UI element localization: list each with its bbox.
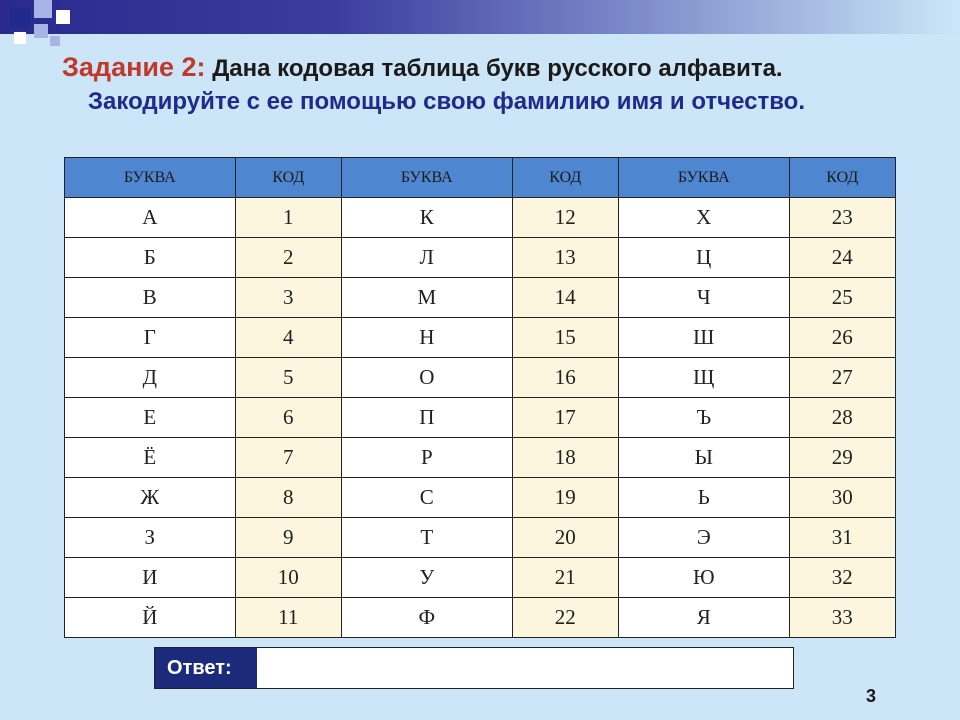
letter-cell: Н — [341, 318, 512, 358]
letter-cell: У — [341, 558, 512, 598]
code-cell: 7 — [235, 438, 341, 478]
letter-cell: П — [341, 398, 512, 438]
letter-cell: Щ — [618, 358, 789, 398]
table-row — [65, 318, 896, 358]
code-cell: 14 — [512, 278, 618, 318]
code-cell: 21 — [512, 558, 618, 598]
table-row — [65, 358, 896, 398]
code-cell: 22 — [512, 598, 618, 638]
letter-cell: Ь — [618, 478, 789, 518]
letter-cell: Д — [65, 358, 236, 398]
code-cell: 28 — [789, 398, 895, 438]
code-cell: 30 — [789, 478, 895, 518]
letter-cell: Я — [618, 598, 789, 638]
code-table — [64, 157, 896, 638]
letter-cell: Ю — [618, 558, 789, 598]
column-header: БУКВА — [341, 158, 512, 198]
column-header: КОД — [235, 158, 341, 198]
letter-cell: Г — [65, 318, 236, 358]
task-instruction: Закодируйте с ее помощью свою фамилию имя и отчество. — [88, 88, 805, 115]
code-cell: 13 — [512, 238, 618, 278]
column-header: КОД — [789, 158, 895, 198]
code-cell: 19 — [512, 478, 618, 518]
table-header-row — [65, 158, 896, 198]
code-cell: 32 — [789, 558, 895, 598]
code-cell: 27 — [789, 358, 895, 398]
task-title — [62, 52, 783, 83]
answer-label: Ответ: — [155, 648, 257, 688]
code-cell: 9 — [235, 518, 341, 558]
code-cell: 33 — [789, 598, 895, 638]
code-cell: 31 — [789, 518, 895, 558]
letter-cell: Б — [65, 238, 236, 278]
letter-cell: Й — [65, 598, 236, 638]
letter-cell: С — [341, 478, 512, 518]
code-cell: 1 — [235, 198, 341, 238]
code-cell: 20 — [512, 518, 618, 558]
table-row — [65, 198, 896, 238]
code-cell: 25 — [789, 278, 895, 318]
code-cell: 8 — [235, 478, 341, 518]
code-cell: 3 — [235, 278, 341, 318]
code-cell: 4 — [235, 318, 341, 358]
letter-cell: Ы — [618, 438, 789, 478]
letter-cell: Ж — [65, 478, 236, 518]
letter-cell: М — [341, 278, 512, 318]
code-cell: 23 — [789, 198, 895, 238]
letter-cell: Ё — [65, 438, 236, 478]
table-row — [65, 598, 896, 638]
column-header: КОД — [512, 158, 618, 198]
task-number: Задание 2: — [62, 52, 206, 82]
answer-field[interactable] — [257, 648, 793, 688]
column-header: БУКВА — [65, 158, 236, 198]
letter-cell: Х — [618, 198, 789, 238]
letter-cell: А — [65, 198, 236, 238]
letter-cell: Ш — [618, 318, 789, 358]
code-cell: 16 — [512, 358, 618, 398]
letter-cell: Ч — [618, 278, 789, 318]
task-description: Дана кодовая таблица букв русского алфавита. — [212, 55, 783, 82]
code-cell: 17 — [512, 398, 618, 438]
letter-cell: И — [65, 558, 236, 598]
table-row — [65, 518, 896, 558]
code-cell: 24 — [789, 238, 895, 278]
column-header: БУКВА — [618, 158, 789, 198]
letter-cell: Ф — [341, 598, 512, 638]
code-cell: 15 — [512, 318, 618, 358]
letter-cell: Э — [618, 518, 789, 558]
letter-cell: К — [341, 198, 512, 238]
letter-cell: Т — [341, 518, 512, 558]
code-cell: 29 — [789, 438, 895, 478]
letter-cell: Л — [341, 238, 512, 278]
letter-cell: В — [65, 278, 236, 318]
code-cell: 10 — [235, 558, 341, 598]
table-body — [65, 198, 896, 638]
letter-cell: Е — [65, 398, 236, 438]
code-cell: 12 — [512, 198, 618, 238]
code-cell: 26 — [789, 318, 895, 358]
letter-cell: З — [65, 518, 236, 558]
page-number: 3 — [866, 686, 877, 706]
letter-cell: Р — [341, 438, 512, 478]
table-row — [65, 558, 896, 598]
table-row — [65, 398, 896, 438]
answer-box — [154, 647, 794, 689]
code-cell: 5 — [235, 358, 341, 398]
code-cell: 11 — [235, 598, 341, 638]
table-row — [65, 238, 896, 278]
table-row — [65, 478, 896, 518]
code-cell: 2 — [235, 238, 341, 278]
code-cell: 6 — [235, 398, 341, 438]
header-band — [0, 0, 960, 34]
table-row — [65, 278, 896, 318]
letter-cell: Ц — [618, 238, 789, 278]
table-row — [65, 438, 896, 478]
code-cell: 18 — [512, 438, 618, 478]
letter-cell: Ъ — [618, 398, 789, 438]
letter-cell: О — [341, 358, 512, 398]
